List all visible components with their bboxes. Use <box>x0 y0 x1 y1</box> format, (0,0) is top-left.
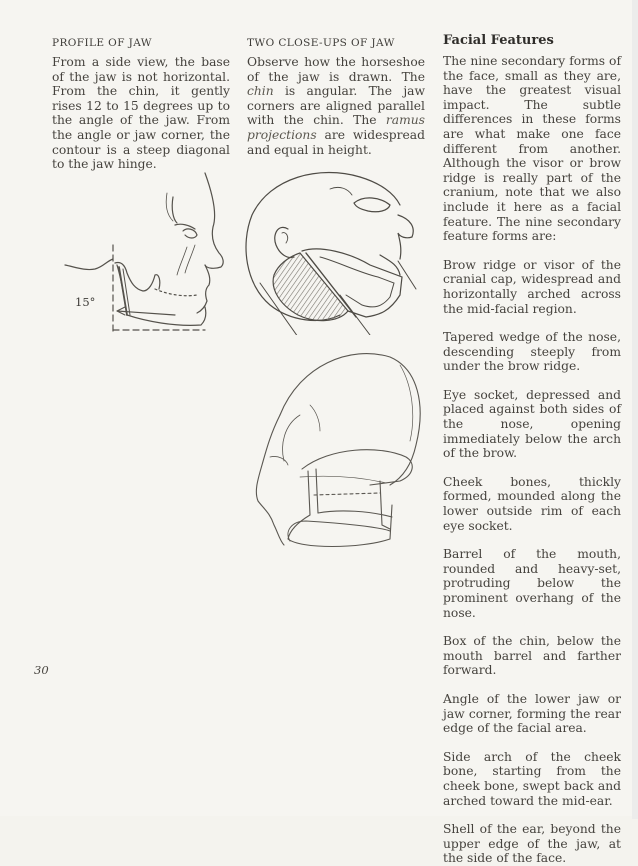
feature-item: Side arch of the cheek bone, starting from the cheek bone, swept back and arched toward the mid-ear. <box>443 749 621 808</box>
feature-item: Box of the chin, below the mouth barrel and farther forward. <box>443 634 621 678</box>
figure-jaw-closeup-bottom <box>240 345 430 550</box>
figure-jaw-closeup-top <box>240 165 430 335</box>
page-number: 30 <box>34 663 49 677</box>
feature-item: Eye socket, depressed and placed against both sides of the nose, opening immediately below the arch of the brow. <box>443 387 621 461</box>
section-body <box>247 55 425 157</box>
figure-profile-jaw <box>55 165 240 340</box>
feature-item: Tapered wedge of the nose, descending steeply from under the brow ridge. <box>443 330 621 374</box>
feature-item: Cheek bones, thickly formed, mounded along the lower outside rim of each eye socket. <box>443 474 621 533</box>
column-two-close-ups <box>247 37 425 157</box>
body-text: Observe how the horseshoe of the jaw is drawn. The <box>247 55 425 84</box>
feature-item: Barrel of the mouth, rounded and heavy-set, protruding below the prominent overhang of the nose. <box>443 547 621 620</box>
section-heading: PROFILE OF JAW <box>52 37 152 49</box>
section-body: From a side view, the base of the jaw is not horizontal. From the chin, it gently rises 12 to 15 degrees up to the angle of the jaw. From the angle or jaw corner, the contour is a steep diagonal to the jaw hinge. <box>52 55 230 172</box>
body-text: are widespread and equal in height. <box>247 127 425 157</box>
page-edge <box>632 0 638 819</box>
feature-item: Brow ridge or visor of the cranial cap, widespread and horizontally arched across the mid-facial region. <box>443 257 621 316</box>
emphasis-chin: chin <box>247 84 274 99</box>
section-heading: TWO CLOSE-UPS OF JAW <box>247 37 395 49</box>
intro-paragraph: The nine secondary forms of the face, small as they are, have the greatest visual impact. The subtle differences in these forms are what make one face different from another. Although the visor or brow ridge is really part of the cranium, note that we also include it here as a facial feature. The nine secondary feature forms are: <box>443 54 621 244</box>
body-text: is angular. The jaw corners are aligned parallel with the chin. The <box>247 84 425 128</box>
angle-label: 15° <box>75 295 96 309</box>
section-heading: Facial Features <box>443 33 554 48</box>
emphasis-ramus: ramus projections <box>247 113 425 142</box>
feature-item: Angle of the lower jaw or jaw corner, forming the rear edge of the facial area. <box>443 691 621 736</box>
column-profile-of-jaw <box>52 37 230 172</box>
feature-item: Shell of the ear, beyond the upper edge of the jaw, at the side of the face. <box>443 822 621 866</box>
column-facial-features <box>443 33 621 866</box>
